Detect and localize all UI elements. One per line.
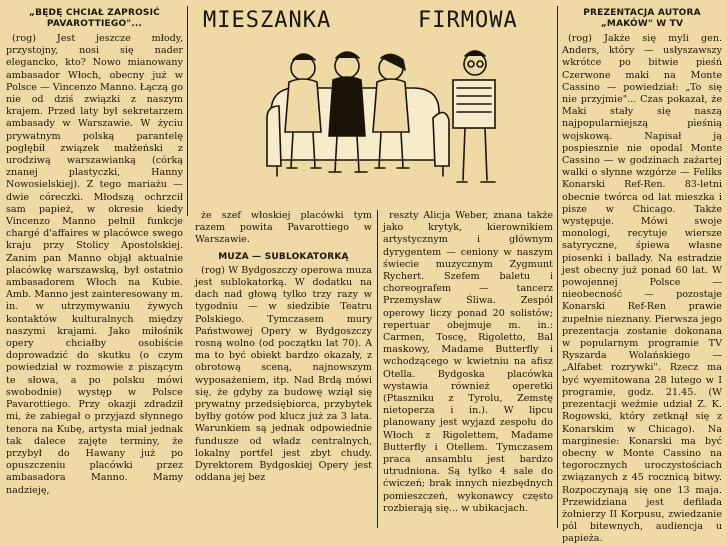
article-column-1 [6,8,183,530]
article-body-prezentacja: (rog) Jakże się myli gen. Anders, który — usłyszawszy wkrótce po bitwie pieśń Czerwone maki na Monte Cassino — powiedział: „To się nie przyjmie"... Czas pokazał, że Maki stały się naszą najpopularniejszą pieśnią wojskową. Napisał ją pospiesznie nie opodal Monte Cassino — w godzinach zażartej walki o słynne wzgórze — Feliks Konarski Ref-Ren. 83-letni obecnie twórca od lat mieszka i pisze w Chicago. Także występuje. Mówi swoje monologi, recytuje wiersze satyryczne, śpiewa własne piosenki i ballady. Na estradzie jest obecny już ponad 60 lat. W powojennej Polsce — nieobecność — pozostaje Konarski Ref-Ren prawie zupełnie nieznany. Pierwsza jego prezentacja zostanie dokonana w popularnym programie TV Ryszarda Wolańskiego — „Alfabet rozrywki". Rzecz ma być wyemitowana 28 lutego w I programie, godz. 21.45. (W prezentacji weźmie udział Z. K. Rogowski, który zetknął się z Konarskim w Chicago). Na marginesie: Konarski ma być obecny w Monte Cassino na tegorocznych uroczystościach związanych z 45 rocznicą bitwy. Rozpoczynają się one 13 maja. Przewidziana jest defilada żołnierzy II Korpusu, zwiedzanie pól bitewnych, audiencja u papieża. [562,33,722,545]
article-body-pavarotti-end: że szef włoskiej placówki tym razem powita Pavarottiego w Warszawie. [195,210,372,246]
article-column-3 [383,210,553,530]
article-headline-muza: MUZA — SUBLOKATORKĄ [218,251,349,262]
banner-mieszanka: MIESZANKA [203,8,332,33]
column-rule-1 [187,6,188,216]
article-body-pavarotti: (rog) Jest jeszcze młody, przystojny, nosi się nader elegancko, kto? Nowo mianowany ambasador Włoch, obecny już w Polsce — Vincenzo Manno. Łączą go nie od dziś związki z naszym krajem. Przed laty był sekretarzem ambasady w Warszawie. W życiu prywatnym polską parantelę pogłębił związek małżeński z urodziwą warszawianką (córką znanej plastyczki, Hanny Nowosielskiej). Z tego mariażu — dwie córeczki. Młodszą ochrzcił sam papież, w okresie kiedy Vincenzo Manno pełnił funkcje chargé d'affaires w placówce swego kraju przy Stolicy Apostolskiej. Zanim pan Manno objął aktualnie placówkę warszawską, był ostatnio ambasadorem Włoch na Kubie. Amb. Manno jest zainteresowany m. in. w utrzymywaniu żywych kontaktów kulturalnych między naszymi krajami. Jako miłośnik opery chciałby osobiście doprowadzić do skutku (o czym powiedział w rozmowie z piszącym te słowa, a po polsku mówi swobodnie) występ w Polsce Pavarottiego. Przy okazji zdradził mi, że zabiegał o przyjazd słynnego tenora na Kubę, artysta miał jednak tak dalece zajęte terminy, że przybył do Hawany już po opuszczeniu placówki przez ambasadora Manno. Mamy nadzieję, [6,33,183,496]
article-column-4 [562,8,722,545]
article-body-muza: (rog) W Bydgoszczy operowa muza jest sublokatorką. W dodatku na dach nad głową tylko trzy razy w tygodniu — w siedzibie Teatru Polskiego. Tymczasem mury Państwowej Opery w Bydgoszczy rosną wolno (od początku lat 70). A ma to być obiekt bardzo okazały, z obrotową sceną, najnowszym wyposażeniem, itp. Nad Brdą mówi się, że gdyby za budowę wziął się prywatny przedsiębiorca, przybytek byłby gotów pod klucz już za 3 lata. Warunkiem są jednak odpowiednie fundusze od władz centralnych, lokalny portfel jest zbyt chudy. Dyrektorem Bydgoskiej Opery jest oddana jej bez [195,264,372,484]
banner-firmowa: FIRMOWA [418,8,518,33]
column-rule-4 [557,6,558,528]
article-body-muza-cont: reszty Alicja Weber, znana także jako krytyk, kierownikiem artystycznym i głównym dyrygentem — ceniony w naszym świecie muzycznym Zygmunt Rychert. Szefem baletu i choreografem — tancerz Przemysław Śliwa. Zespół operowy liczy ponad 20 solistów; repertuar obejmuje m. in.: Carmen, Toscę, Rigoletto, Bal maskowy, Madame Butterfly i wchodzącego w kwietniu na afisz Otella. Bydgoska placówka wystawia również operetki (Ptaszniku z Tyrolu, Zemstę nietoperza i in.). W lipcu planowany jest wyjazd zespołu do Włoch z Rigolettem, Madame Butterfly i Otellem. Tymczasem praca ansamblu jest bardzo utrudniona. Są tylko 4 sale do ćwiczeń; brak innych niezbędnych pomieszczeń, wykonawcy często rozbierają się... w ubikacjach. [383,210,553,514]
article-headline-pavarotti: „BĘDĘ CHCIAŁ ZAPROSIĆ PAVAROTTIEGO"... [29,8,160,29]
article-headline-prezentacja: PREZENTACJA AUTORA „MAKÓW" W TV [583,8,701,29]
column-rule-3 [377,210,378,528]
cartoon-illustration [263,40,513,200]
article-column-2 [195,210,372,530]
